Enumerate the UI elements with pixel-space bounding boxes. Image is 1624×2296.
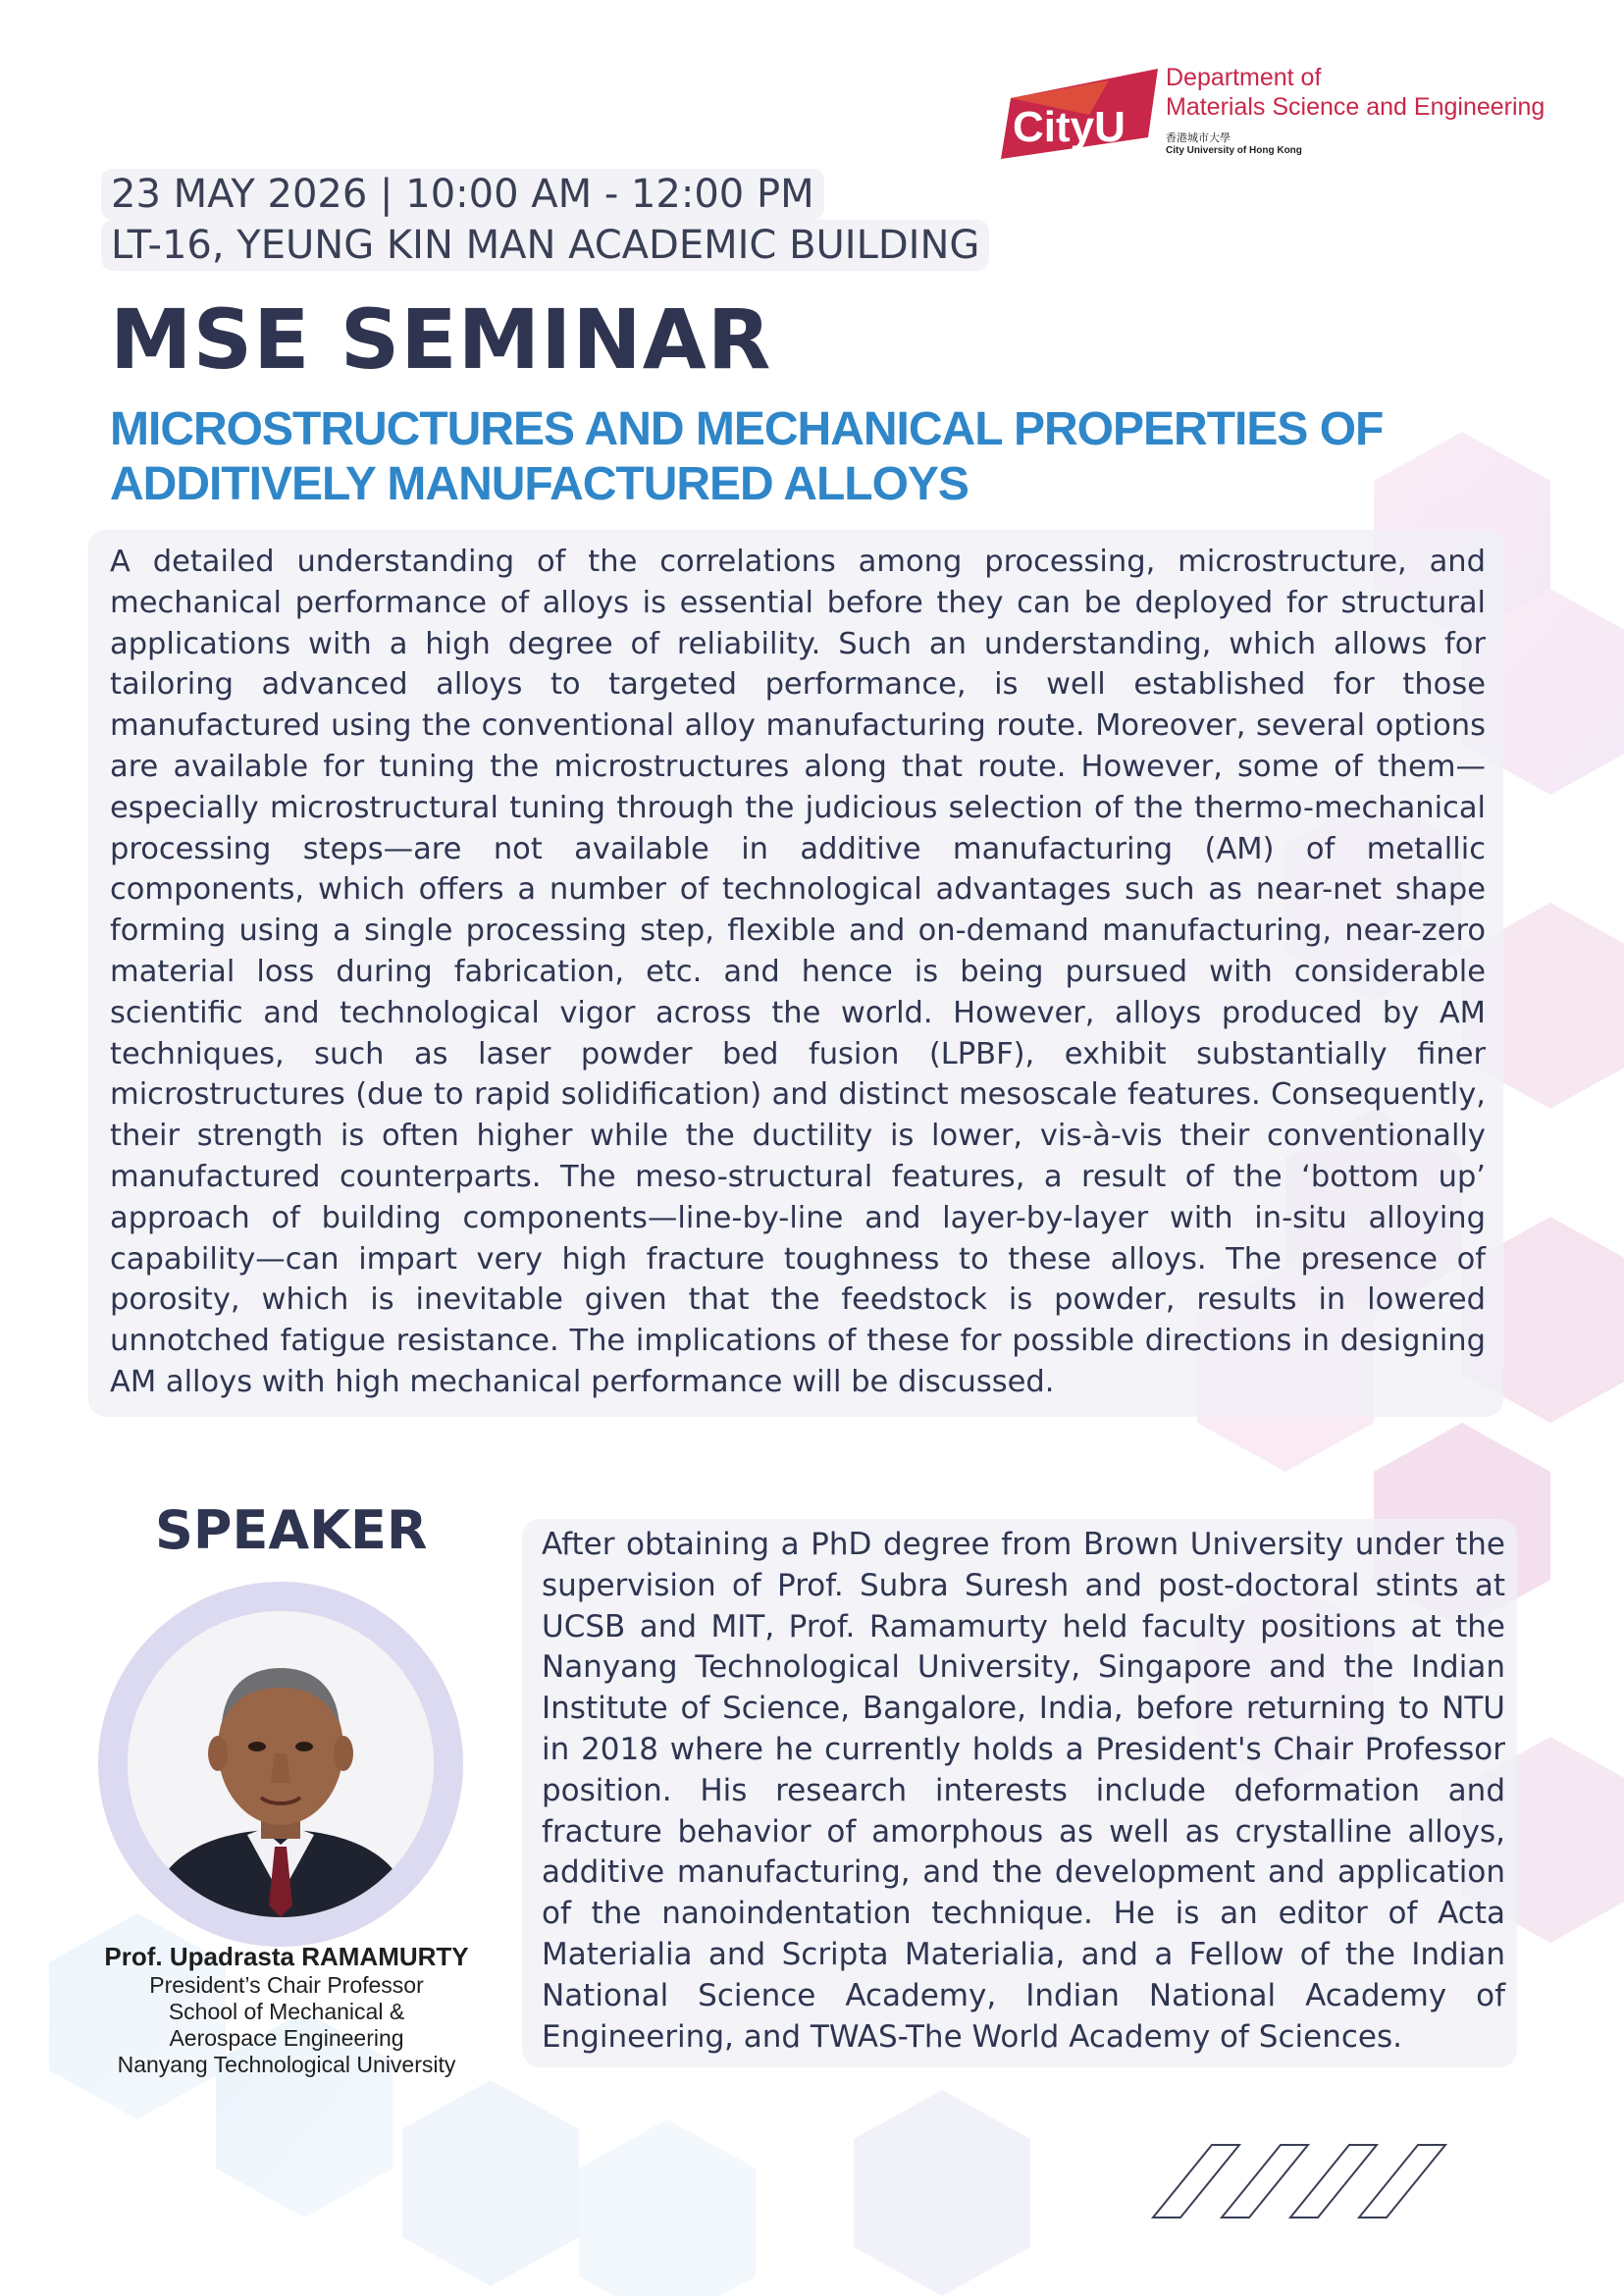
- speaker-school-line1: School of Mechanical &: [168, 1999, 405, 2024]
- cityu-logo-mark: [991, 61, 1168, 169]
- speaker-bio-text: After obtaining a PhD degree from Brown University under the supervision of Prof. Subra Suresh and post-doctoral stints at UCSB and MIT, Prof. Ramamurty held faculty positions at the Nanyang Technological University, Singapore and the Indian Institute of Science, Bangalore, India, before returning to NTU in 2018 where he currently holds a President's Chair Professor position. His research interests include deformation and fracture behavior of amorphous as well as crystalline alloys, additive manufacturing, and the development and application of the nanoindentation technique. He is an editor of Acta Materialia and Scripta Materialia, and a Fellow of the Indian National Science Academy, Indian National Academy of Engineering, and TWAS-The World Academy of Sciences.: [542, 1527, 1505, 2055]
- event-time: 10:00 AM - 12:00 PM: [405, 172, 814, 217]
- speaker-portrait-illustration: [128, 1611, 434, 1917]
- speaker-position: President’s Chair Professor: [149, 1972, 424, 1998]
- department-line1: Department of: [1166, 64, 1322, 91]
- university-chinese-name: 香港城市大學: [1166, 132, 1231, 144]
- date-separator: |: [380, 172, 393, 217]
- event-venue: LT-16, YEUNG KIN MAN ACADEMIC BUILDING: [101, 220, 989, 271]
- seminar-title: MSE SEMINAR: [110, 291, 772, 388]
- speaker-institution: Nanyang Technological University: [117, 2052, 456, 2077]
- speaker-name: Prof. Upadrasta RAMAMURTY: [104, 1942, 469, 1971]
- decorative-stripes: [1143, 2141, 1467, 2219]
- speaker-school-line2: Aerospace Engineering: [169, 2025, 404, 2051]
- talk-title: MICROSTRUCTURES AND MECHANICAL PROPERTIES OF ADDITIVELY MANUFACTURED ALLOYS: [110, 403, 1384, 510]
- university-english-name: City University of Hong Kong: [1166, 145, 1302, 156]
- logo-wordmark: CityU: [1013, 103, 1126, 151]
- speaker-details: [80, 1941, 493, 2078]
- cityu-logo: [991, 61, 1580, 169]
- speaker-photo-frame: [98, 1582, 463, 1947]
- speaker-photo: [128, 1611, 434, 1917]
- speaker-heading: SPEAKER: [155, 1499, 428, 1561]
- speaker-bio-panel: [522, 1519, 1517, 2067]
- department-name: [1166, 63, 1545, 122]
- abstract-panel: [88, 530, 1503, 1417]
- event-date: 23 MAY 2026: [111, 172, 368, 217]
- abstract-text: A detailed understanding of the correlations among processing, microstructure, and mechanical performance of alloys is essential before they can be deployed for structural applications with a high degree of reliability. Such an understanding, which allows for tailoring advanced alloys to targeted performance, is well established for those manufactured using the conventional alloy manufacturing route. Moreover, several options are available for tuning the microstructures along that route. However, some of them—especially microstructural tuning through the judicious selection of the thermo-mechanical processing steps—are not available in additive manufacturing (AM) of metallic components, which offers a number of technological advantages such as near-net shape forming using a single processing step, flexible and on-demand manufacturing, near-zero material loss during fabrication, etc. and hence is being pursued with considerable scientific and technological vigor across the world. However, alloys produced by AM techniques, such as laser powder bed fusion (LPBF), exhibit substantially finer microstructures (due to rapid solidification) and distinct mesoscale features. Consequently, their strength is often higher while the ductility is lower, vis-à-vis their conventionally manufactured counterparts. The meso-structural features, a result of the ‘bottom up’ approach of building components—line-by-line and layer-by-layer with in-situ alloying capability—can impart very high fracture toughness to these alloys. The presence of porosity, which is inevitable given that the feedstock is powder, results in lowered unnotched fatigue resistance. The implications of these for possible directions in designing AM alloys with high mechanical performance will be discussed.: [110, 545, 1486, 1399]
- event-date-time: [101, 169, 824, 220]
- department-line2: Materials Science and Engineering: [1166, 93, 1545, 121]
